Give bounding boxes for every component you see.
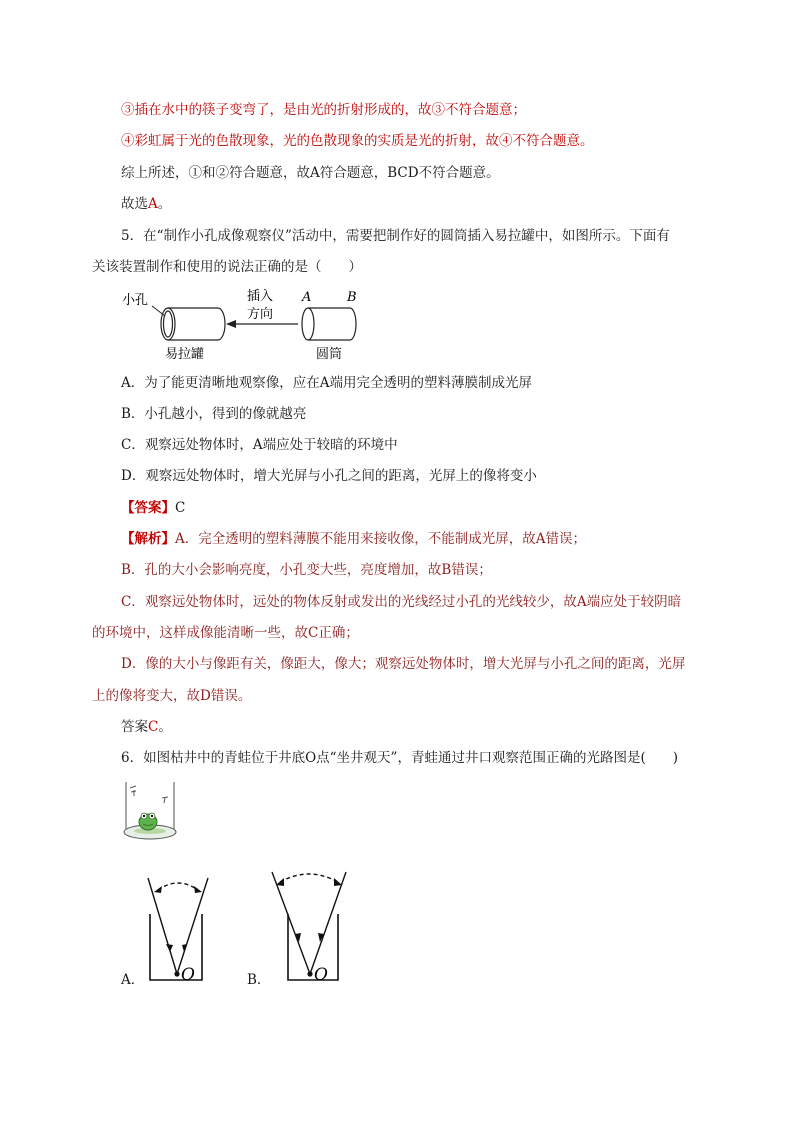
q5-analysis-4: 的环境中，这样成像能清晰一些，故C正确； — [92, 625, 359, 641]
text-line-4: ④彩虹属于光的色散现象，光的色散现象的实质是光的折射，故④不符合题意。 — [121, 133, 594, 149]
label-insert-1: 插入 — [247, 289, 274, 304]
q6-option-b-diagram — [266, 862, 350, 982]
label-insert-2: 方向 — [247, 307, 274, 322]
answer-value: C — [175, 500, 186, 516]
q5-stem-1: 5．在“制作小孔成像观察仪”活动中，需要把制作好的圆筒插入易拉罐中，如图所示。下面有 — [121, 228, 670, 244]
point-o-a: O — [181, 965, 195, 982]
analysis-a: A．完全透明的塑料薄膜不能用来接收像，不能制成光屏，故A错误； — [175, 531, 586, 547]
final-prefix: 答案 — [121, 719, 148, 735]
choose-answer: A — [148, 196, 158, 212]
text-choose — [121, 194, 171, 214]
frog-well-picture — [118, 776, 182, 842]
q5-stem-2: 关该装置制作和使用的说法正确的是（ ） — [92, 259, 362, 275]
analysis-tag: 【解析】 — [121, 531, 175, 547]
q6-option-a-label: A． — [121, 972, 145, 988]
hole-pointer — [152, 306, 165, 316]
q5-option-a: A．为了能更清晰地观察像，应在A端用完全透明的塑料薄膜制成光屏 — [121, 375, 532, 391]
text-summary: 综上所述，①和②符合题意，故A符合题意，BCD不符合题意。 — [121, 165, 500, 181]
q5-option-b: B．小孔越小，得到的像就越亮 — [121, 406, 307, 422]
label-b: B — [347, 290, 357, 305]
final-suffix: 。 — [158, 719, 172, 735]
q5-figure — [110, 284, 390, 364]
label-a: A — [302, 290, 312, 305]
q5-analysis-3: C．观察远处物体时，远处的物体反射或发出的光线经过小孔的光线较少，故A端应处于较阴暗 — [121, 594, 682, 610]
q5-final-answer — [121, 717, 172, 737]
text-line-3: ③插在水中的筷子变弯了，是由光的折射形成的，故③不符合题意； — [121, 102, 526, 118]
choose-prefix: 故选 — [121, 196, 148, 212]
q6-stem: 6．如图枯井中的青蛙位于井底O点“坐井观天”，青蛙通过井口观察范围正确的光路图是( ) — [121, 750, 678, 766]
q5-analysis-6: 上的像将变大，故D错误。 — [92, 688, 252, 704]
q5-answer — [121, 498, 185, 518]
q5-analysis-5: D．像的大小与像距有关，像距大，像大；观察远处物体时，增大光屏与小孔之间的距离，光屏 — [121, 656, 686, 672]
well-b — [288, 914, 338, 980]
q5-analysis-2: B．孔的大小会影响亮度，小孔变大些，亮度增加，故B错误； — [121, 562, 492, 578]
label-hole: 小孔 — [122, 293, 149, 308]
choose-suffix: 。 — [157, 196, 172, 212]
q6-option-b-label: B． — [247, 972, 271, 988]
answer-tag: 【答案】 — [121, 500, 175, 516]
point-o-b: O — [314, 965, 328, 982]
can-cylinder — [161, 308, 225, 340]
label-can: 易拉罐 — [165, 347, 205, 362]
q5-analysis-1 — [121, 529, 586, 549]
final-value: C — [148, 719, 159, 735]
tube-cylinder — [302, 308, 356, 340]
insert-arrow-head — [226, 320, 236, 328]
label-tube: 圆筒 — [316, 347, 343, 362]
q5-option-d: D．观察远处物体时，增大光屏与小孔之间的距离，光屏上的像将变小 — [121, 468, 537, 484]
q5-option-c: C．观察远处物体时，A端应处于较暗的环境中 — [121, 437, 398, 453]
q6-option-a-diagram — [140, 862, 220, 982]
